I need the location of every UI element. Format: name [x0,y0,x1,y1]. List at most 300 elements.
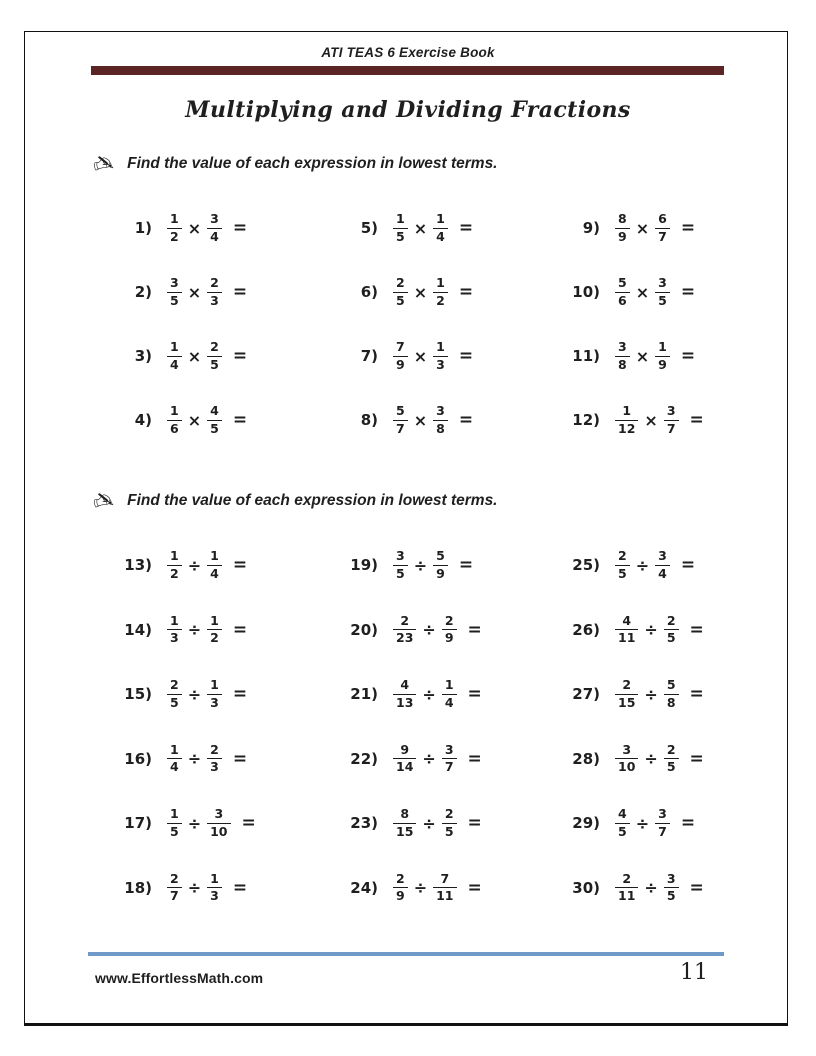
equals-sign: = [232,410,248,430]
fraction-1 [167,549,182,581]
denominator: 3 [433,356,448,372]
equals-sign: = [232,282,248,302]
fraction-2 [664,404,679,436]
numerator: 1 [622,403,632,419]
problem-row [566,614,768,646]
numerator: 2 [622,870,632,886]
fraction-1 [615,807,630,839]
equals-sign: = [689,748,704,769]
numerator: 1 [170,806,179,822]
denominator: 5 [615,823,630,839]
denominator: 15 [393,823,416,839]
denominator: 4 [167,758,182,774]
fraction-2 [207,549,222,581]
problem-number: 14) [124,620,152,639]
operator-sign: × [413,218,428,238]
operator-sign: × [413,282,428,302]
equals-sign: = [232,218,248,238]
problem-number: 20) [350,620,378,639]
problem-number: 10) [572,283,600,301]
operator-sign: × [635,346,650,366]
problem-number: 9) [582,219,600,237]
fraction-1 [393,614,416,646]
denominator: 9 [393,887,408,903]
problem-row [566,678,768,710]
equals-sign: = [232,555,248,576]
fraction-2 [442,807,457,839]
problem-row [344,276,566,308]
problem-row [344,614,566,646]
equals-sign: = [458,410,474,430]
problem-number: 12) [572,411,600,429]
denominator: 9 [442,629,457,645]
denominator: 9 [433,565,448,581]
operator-sign: × [644,410,658,430]
fraction-2 [433,872,456,904]
numerator: 2 [396,870,405,886]
problem-row [344,404,566,436]
fraction-2 [655,340,670,372]
fraction-1 [615,614,638,646]
numerator: 1 [170,741,179,757]
operator-sign: ÷ [644,749,658,769]
numerator: 2 [444,612,454,628]
numerator: 2 [666,741,676,757]
denominator: 3 [167,629,182,645]
equals-sign: = [467,748,482,769]
numerator: 1 [436,211,445,227]
operator-sign: ÷ [644,878,658,898]
equals-sign: = [232,684,248,705]
fraction-1 [393,743,416,775]
numerator: 1 [210,548,219,564]
denominator: 3 [207,887,222,903]
numerator: 2 [210,275,219,291]
problem-number: 16) [124,749,152,768]
fraction-2 [207,614,222,646]
numerator: 1 [210,677,219,693]
section-1-instruction [90,148,498,180]
website-link: www.EffortlessMath.com [95,970,264,986]
fraction-1 [167,276,182,308]
denominator: 8 [615,356,630,372]
fraction-1 [615,549,630,581]
problem-row [118,276,344,308]
problem-row [566,549,768,581]
operator-sign: ÷ [644,620,658,640]
denominator: 11 [433,887,456,903]
numerator: 2 [400,612,410,628]
fraction-2 [433,404,448,436]
denominator: 10 [615,758,638,774]
denominator: 23 [393,629,416,645]
page-number: 11 [680,960,708,985]
operator-sign: ÷ [635,555,650,575]
division-problems-grid [118,533,768,920]
numerator: 2 [396,275,405,291]
problem-row [344,678,566,710]
equals-sign: = [689,410,704,430]
denominator: 5 [167,823,182,839]
fraction-1 [393,678,416,710]
footer-rule [88,952,724,956]
instruction-text: Find the value of each expression in lowest terms. [127,492,498,509]
equals-sign: = [680,813,696,834]
numerator: 1 [436,339,445,355]
numerator: 3 [622,741,632,757]
writing-hand-icon: ✍ [90,148,116,180]
denominator: 5 [664,629,679,645]
problem-row [118,614,344,646]
problem-row [344,743,566,775]
problem-row [118,404,344,436]
numerator: 3 [214,806,224,822]
numerator: 3 [666,870,676,886]
fraction-2 [433,549,448,581]
problem-row [566,404,768,436]
fraction-1 [167,743,182,775]
denominator: 6 [615,292,630,308]
numerator: 3 [170,275,179,291]
denominator: 8 [433,420,448,436]
problem-number: 6) [360,283,378,301]
fraction-1 [615,340,630,372]
operator-sign: ÷ [187,620,202,640]
problem-number: 19) [350,556,378,575]
fraction-2 [207,743,222,775]
equals-sign: = [680,282,696,302]
operator-sign: ÷ [187,749,202,769]
problem-number: 25) [572,556,600,575]
operator-sign: ÷ [422,749,436,769]
operator-sign: × [635,282,650,302]
problem-number: 27) [572,685,600,704]
fraction-1 [393,872,408,904]
equals-sign: = [232,748,248,769]
denominator: 4 [207,228,222,244]
operator-sign: ÷ [422,813,436,833]
fraction-2 [664,678,679,710]
denominator: 2 [433,292,448,308]
equals-sign: = [232,619,248,640]
fraction-1 [167,678,182,710]
problem-number: 7) [360,347,378,365]
problem-number: 22) [350,749,378,768]
fraction-2 [433,212,448,244]
numerator: 2 [170,677,179,693]
fraction-1 [615,743,638,775]
problem-row [118,743,344,775]
equals-sign: = [689,877,704,898]
equals-sign: = [232,346,248,366]
problem-number: 30) [572,878,600,897]
denominator: 5 [167,292,182,308]
problem-number: 8) [360,411,378,429]
problem-number: 15) [124,685,152,704]
denominator: 7 [655,228,670,244]
problem-number: 17) [124,814,152,833]
numerator: 5 [666,677,676,693]
operator-sign: ÷ [187,684,202,704]
equals-sign: = [458,218,474,238]
numerator: 8 [400,806,410,822]
denominator: 4 [167,356,182,372]
numerator: 4 [622,612,632,628]
problem-number: 24) [350,878,378,897]
numerator: 4 [210,403,219,419]
denominator: 10 [207,823,230,839]
denominator: 5 [393,292,408,308]
problem-row [566,872,768,904]
operator-sign: × [187,218,202,238]
fraction-2 [655,807,670,839]
numerator: 8 [618,211,627,227]
problem-number: 13) [124,556,152,575]
operator-sign: ÷ [644,684,658,704]
operator-sign: × [187,346,202,366]
numerator: 1 [170,612,179,628]
numerator: 3 [444,741,454,757]
numerator: 3 [210,211,219,227]
denominator: 13 [393,694,416,710]
denominator: 6 [167,420,182,436]
problem-row [118,807,344,839]
fraction-1 [167,212,182,244]
problem-number: 26) [572,620,600,639]
operator-sign: × [413,346,428,366]
book-title: ATI TEAS 6 Exercise Book [321,45,495,60]
problem-row [344,872,566,904]
fraction-1 [393,212,408,244]
numerator: 9 [400,741,410,757]
operator-sign: ÷ [413,555,428,575]
denominator: 3 [207,694,222,710]
denominator: 12 [615,420,638,436]
numerator: 1 [170,403,179,419]
fraction-1 [167,404,182,436]
page-title: Multiplying and Dividing Fractions [185,97,631,123]
fraction-1 [167,340,182,372]
operator-sign: × [187,410,202,430]
problem-row [566,276,768,308]
numerator: 3 [436,403,445,419]
problem-number: 1) [134,219,152,237]
operator-sign: ÷ [187,555,202,575]
numerator: 5 [618,275,627,291]
problem-row [566,340,768,372]
fraction-2 [433,276,448,308]
problem-number: 3) [134,347,152,365]
denominator: 11 [615,629,638,645]
fraction-2 [207,212,222,244]
denominator: 9 [655,356,670,372]
fraction-1 [393,340,408,372]
problem-row [344,807,566,839]
denominator: 3 [207,292,222,308]
problem-row [344,340,566,372]
numerator: 3 [658,806,667,822]
fraction-1 [615,678,638,710]
numerator: 3 [658,548,667,564]
problem-row [344,549,566,581]
denominator: 7 [442,758,457,774]
numerator: 5 [436,548,445,564]
equals-sign: = [680,218,696,238]
operator-sign: ÷ [413,878,428,898]
operator-sign: ÷ [187,813,202,833]
denominator: 5 [655,292,670,308]
denominator: 7 [655,823,670,839]
fraction-2 [207,678,222,710]
fraction-2 [664,614,679,646]
numerator: 3 [658,275,667,291]
problem-row [118,340,344,372]
equals-sign: = [689,619,704,640]
numerator: 2 [210,741,219,757]
numerator: 1 [658,339,667,355]
denominator: 5 [442,823,457,839]
operator-sign: ÷ [422,620,436,640]
problem-number: 2) [134,283,152,301]
equals-sign: = [467,813,482,834]
fraction-2 [207,807,230,839]
denominator: 2 [167,565,182,581]
writing-hand-icon: ✍ [90,485,116,517]
fraction-1 [615,212,630,244]
numerator: 7 [440,870,450,886]
fraction-2 [207,276,222,308]
denominator: 5 [207,356,222,372]
denominator: 2 [207,629,222,645]
numerator: 7 [396,339,405,355]
fraction-2 [655,549,670,581]
denominator: 2 [167,228,182,244]
denominator: 7 [664,420,679,436]
numerator: 1 [396,211,405,227]
numerator: 1 [170,339,179,355]
multiplication-problems-grid [118,196,768,452]
denominator: 9 [393,356,408,372]
problem-number: 5) [360,219,378,237]
denominator: 3 [207,758,222,774]
numerator: 1 [210,870,219,886]
equals-sign: = [689,684,704,705]
problem-row [118,678,344,710]
problem-number: 4) [134,411,152,429]
fraction-1 [615,872,638,904]
numerator: 2 [618,548,627,564]
numerator: 2 [666,612,676,628]
equals-sign: = [467,619,482,640]
numerator: 3 [666,403,676,419]
equals-sign: = [458,346,474,366]
fraction-1 [615,276,630,308]
fraction-1 [167,807,182,839]
equals-sign: = [241,813,256,834]
problem-number: 21) [350,685,378,704]
equals-sign: = [467,877,482,898]
equals-sign: = [680,346,696,366]
fraction-2 [433,340,448,372]
denominator: 8 [664,694,679,710]
denominator: 4 [207,565,222,581]
fraction-1 [393,549,408,581]
denominator: 15 [615,694,638,710]
fraction-2 [664,872,679,904]
denominator: 5 [615,565,630,581]
numerator: 1 [436,275,445,291]
operator-sign: × [187,282,202,302]
denominator: 7 [167,887,182,903]
operator-sign: ÷ [635,813,650,833]
denominator: 7 [393,420,408,436]
equals-sign: = [458,282,474,302]
fraction-1 [393,807,416,839]
numerator: 2 [622,677,632,693]
numerator: 6 [658,211,667,227]
problem-row [118,549,344,581]
numerator: 2 [444,806,454,822]
fraction-2 [442,743,457,775]
equals-sign: = [232,877,248,898]
fraction-2 [655,212,670,244]
fraction-2 [207,340,222,372]
denominator: 5 [664,758,679,774]
denominator: 5 [664,887,679,903]
problem-row [566,212,768,244]
numerator: 3 [396,548,405,564]
problem-number: 23) [350,814,378,833]
equals-sign: = [458,555,474,576]
operator-sign: ÷ [422,684,436,704]
fraction-2 [442,614,457,646]
equals-sign: = [467,684,482,705]
problem-number: 18) [124,878,152,897]
denominator: 5 [207,420,222,436]
numerator: 1 [170,211,179,227]
fraction-1 [615,404,638,436]
numerator: 1 [210,612,219,628]
problem-number: 11) [572,347,600,365]
fraction-1 [167,872,182,904]
numerator: 2 [170,870,179,886]
numerator: 2 [210,339,219,355]
numerator: 1 [444,677,454,693]
header-bar [91,66,724,75]
problem-row [344,212,566,244]
problem-row [118,212,344,244]
numerator: 1 [170,548,179,564]
problem-row [118,872,344,904]
denominator: 4 [655,565,670,581]
denominator: 9 [615,228,630,244]
denominator: 5 [393,565,408,581]
denominator: 4 [433,228,448,244]
section-2-instruction [90,485,498,517]
fraction-2 [207,872,222,904]
numerator: 4 [400,677,410,693]
fraction-1 [393,404,408,436]
fraction-2 [655,276,670,308]
equals-sign: = [680,555,696,576]
numerator: 3 [618,339,627,355]
denominator: 5 [393,228,408,244]
numerator: 5 [396,403,405,419]
denominator: 14 [393,758,416,774]
numerator: 4 [618,806,627,822]
operator-sign: ÷ [187,878,202,898]
operator-sign: × [413,410,428,430]
